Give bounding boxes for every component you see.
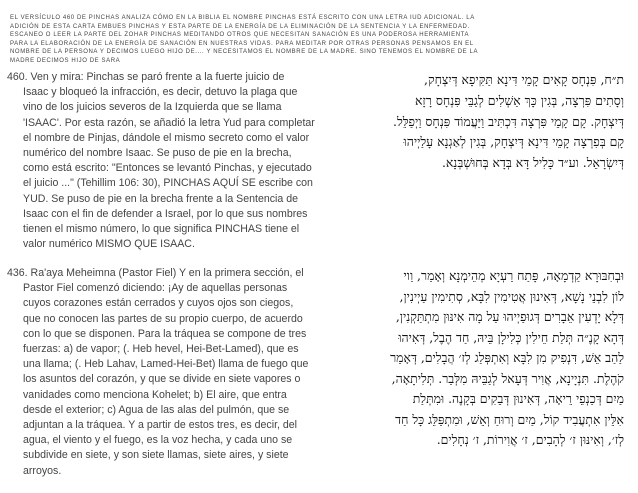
- verse-line: 'ISAAC'. Por esta razón, se añadió la letra Yud para completar: [23, 116, 315, 129]
- verse-line: subdivide en siete, y son siete llamas, siete aires, y siete: [23, 449, 289, 462]
- verse-line: vanidades como menciona Kohelet; b) El aire, que entra: [23, 388, 287, 401]
- verse-line: una llama; (. Heb Lahav, Lamed-Hei-Bet) llama de fuego que: [23, 358, 309, 371]
- hebrew-line: דְּיִשְׂרָאֵל. וע״ד כָּלִיל דָּא בְּדָא בְּחוּשְׁבְּנָא.: [441, 155, 624, 171]
- hebrew-line: קֹהֶלֶת. תִּנְיָינָא, אֲוִיר דְּעָאל לְגַבֵּיהּ מִלְּבַר. תְּלִיתָאָה,: [391, 370, 624, 386]
- verse-line: los asuntos del corazón, y que se divide en siete vapores o: [23, 373, 301, 386]
- verse-line: cuyos corazones están cerrados y cuyos ojos son ciegos,: [23, 297, 294, 310]
- verse-line: YUD. Se puso de pie en la brecha frente a la Sentencia de: [23, 192, 299, 205]
- hebrew-line: לוֹן לִבְנֵי נָשָׁא, דְּאִינוּן אֲטִימִין לִבָּא, סְתִימִין עַיְינִין,: [399, 288, 624, 304]
- verse-line: como está escrito: "Entonces se levantó Pinchas, y ejecutado: [23, 162, 312, 175]
- verse-line: agua, el viento y el fuego, es la voz hecha, y cada uno se: [23, 434, 293, 447]
- hebrew-line: מַיִם דְּכַנְפֵי רֵיאָה, דְּאִינוּן דְּבֵקִים בְּקָנֶה. וּמִתְּלַת: [412, 391, 624, 406]
- intro-summary: [10, 14, 630, 65]
- hebrew-line: לַהַב אֵשׁ, דִּנְפִיק מִן לִבָּא וְאִתְפְּלַג לְז׳ הֲבָלִים, דְּאָמַר: [390, 350, 624, 365]
- verse-line: valor numérico MISMO QUE ISAAC.: [23, 238, 195, 251]
- verse-line: numérico del nombre Isaac. Se puso de pie en la brecha,: [23, 147, 292, 160]
- intro-line: PARA LA ELABORACIÓN DE LA ENERGÍA DE SANACIÓN EN NUESTRAS VIDAS. PARA MEDITAR POR OTRAS PERSONAS PENSAMOS EN EL: [10, 40, 474, 47]
- intro-line: ESCANEO O LEER LA PARTE DEL ZOHAR PINCHAS MEDITANDO OTROS QUE NECESITAN SANACIÓN ES UNA PODEROSA HERRAMIENTA: [10, 32, 470, 38]
- intro-line: EL VERSÍCULO 460 DE PINCHAS ANALIZA CÓMO EN LA BIBLIA EL NOMBRE PINCHAS ESTÁ ESCRITO CON UNA LETRA IUD ADICIONAL. LA: [10, 15, 475, 21]
- verse-line: tienen el mismo número, lo que significa PINCHAS tiene el: [23, 223, 300, 236]
- hebrew-line: דְּלָא יָדְעִין אֵבָרִים דְּגוּפַיְיהוּ עַל מָה אִינּוּן מִתְתַּקְנִין,: [395, 309, 624, 324]
- hebrew-line: וְסָתִים פִּרְצָה, בְּגִין כָּךְ אַשְׁלִים לְגַבֵּי פִּנְחָס רָזָא: [414, 92, 624, 108]
- verse-line: 436. Ra'aya Meheimna (Pastor Fiel) Y en la primera sección, el: [7, 267, 304, 279]
- intro-line: ADICIÓN DE ESTA CARTA EMBUES PINCHAS Y ESTA PARTE DE LA ENERGÍA DE LA ELIMINACIÓN DE LA SENTENCIA Y LA ENFERMEDAD.: [10, 23, 470, 30]
- hebrew-line: לְז׳, וְאִינּוּן ז׳ לְהָבִים, ז׳ אֲוִירוֹת, ז׳ נְחָלִים.: [436, 432, 624, 447]
- verse-460-spanish: [7, 70, 317, 252]
- hebrew-line: דְּיִצְחָק. קָם קָמֵי פִּרְצָה דִּכְתִּיב וַיַּעֲמוֹד פִּנְחָס וַיְפַלֵּל.: [393, 113, 624, 129]
- intro-line: NOMBRE DE LA PERSONA Y DECIMOS LUEGO HIJO DE.... Y NECESITAMOS EL NOMBRE DE LA MADRE. SINO TENEMOS EL NOMBRE DE LA: [10, 49, 479, 55]
- verse-line: Isaac y bloqueó la infracción, es decir, detuvo la plaga que: [23, 86, 298, 99]
- verse-line: que no conocen las partes de su propio cuerpo, de acuerdo: [23, 312, 303, 325]
- hebrew-line: וּבְחִבּוּרָא קַדְמָאָה, פָּתַח רַעְיָא מְהֵימְנָא וְאָמַר, וַוי: [403, 268, 624, 283]
- verse-line: 460. Ven y mira: Pinchas se paró frente a la fuerte juicio de: [7, 71, 285, 83]
- verse-line: Isaac con el fin de defender a Israel, por lo que sus nombres: [23, 207, 308, 220]
- verse-436-spanish: [7, 266, 317, 479]
- intro-line: MADRE DECIMOS HIJO DE SARA: [10, 57, 121, 64]
- verse-460-hebrew: [332, 70, 624, 174]
- verse-436-hebrew: [332, 266, 624, 451]
- verse-line: desde el exterior; c) Agua de las alas del pulmón, que se: [23, 403, 290, 416]
- verse-line: Pastor Fiel comenzó diciendo: ¡Ay de aquellas personas: [23, 282, 288, 295]
- verse-line: con lo que se disponen. Para la tráquea se compone de tres: [23, 327, 307, 340]
- verse-line: arroyos.: [23, 464, 62, 477]
- verse-line: adjuntan a la tráquea. Y a partir de estos tres, es decir, del: [23, 419, 298, 432]
- verse-line: el juicio ..." (Tehillim 106: 30), PINCHAS AQUÍ SE escribe con: [23, 177, 313, 190]
- hebrew-line: אִלֵּין אִתְעֲבִיד קוֹל, מַיִם וְרוּחַ וְאֵשׁ, וּמִתְפַּלֵּג כָּל חַד: [395, 411, 624, 427]
- verse-line: el nombre de Pinjas, dándole el mismo secreto como el valor: [23, 131, 310, 144]
- hebrew-line: ת״ח, פִּנְחָס קָאִים קָמֵי דִּינָא תַּקִּיפָא דְּיִצְחָק,: [424, 72, 624, 87]
- verse-line: fuerzas: a) de vapor; (. Heb hevel, Hei-Bet-Lamed), que es: [23, 343, 299, 356]
- verse-line: vino de los juicios severos de la Izquierda que se llama: [23, 101, 282, 114]
- hebrew-line: קָם בְּפִרְצָה קָמֵי דִּינָא דְּיִצְחָק, בְּגִין לְאַגְנָא עָלַיְיהוּ: [403, 134, 624, 150]
- hebrew-line: דְּהָא קָנֶ״ה תְּלַת חֵילִין כְּלִילָן בֵּיהּ, חַד הֶבֶל, דְּאִיהוּ: [398, 329, 624, 345]
